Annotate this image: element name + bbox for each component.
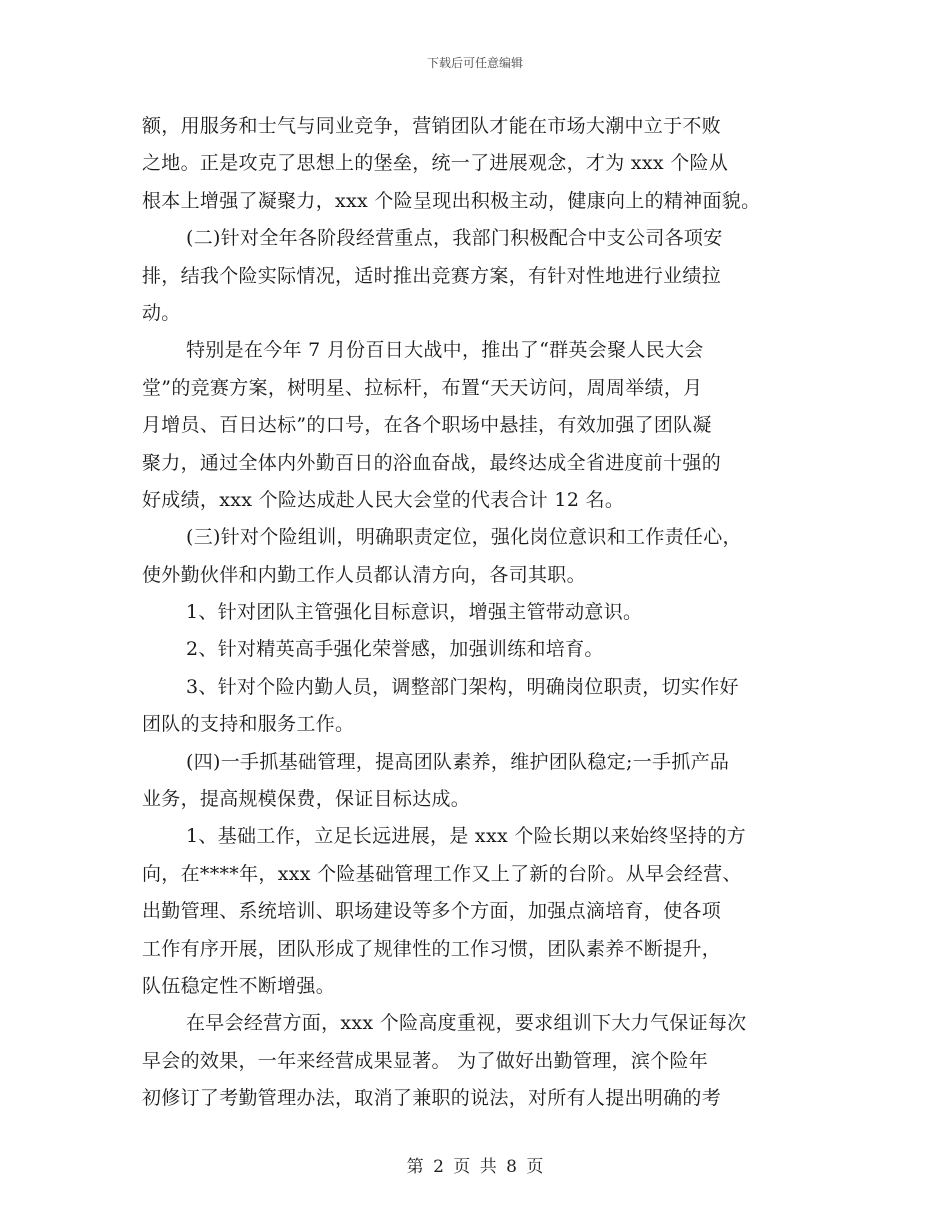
text-line: 工作有序开展，团队形成了规律性的工作习惯，团队素养不断提升， [142,937,722,960]
text-line: 初修订了考勤管理办法，取消了兼职的说法，对所有人提出明确的考 [142,1087,722,1110]
text-line: 向，在****年，xxx 个险基础管理工作又上了新的台阶。从早会经营、 [142,862,742,885]
text-line: 月增员、百日达标”的口号，在各个职场中悬挂，有效加强了团队凝 [142,414,712,437]
page-header: 下载后可任意编辑 [426,56,523,70]
text-line: 在早会经营方面，xxx 个险高度重视，要求组训下大力气保证每次 [186,1012,747,1035]
text-line: 2、针对精英高手强化荣誉感，加强训练和培育。 [186,638,604,661]
text-line: (三)针对个险组训，明确职责定位，强化岗位意识和工作责任心， [186,526,742,549]
text-line: 好成绩，xxx 个险达成赴人民大会堂的代表合计 12 名。 [142,488,625,511]
text-line: 特别是在今年 7 月份百日大战中，推出了“群英会聚人民大会 [186,339,704,362]
text-line: 1、基础工作，立足长远进展，是 xxx 个险长期以来始终坚持的方 [186,825,746,848]
text-line: (四)一手抓基础管理，提高团队素养，维护团队稳定;一手抓产品 [186,750,730,773]
text-line: 根本上增强了凝聚力，xxx 个险呈现出积极主动，健康向上的精神面貌。 [142,189,761,212]
text-line: 聚力，通过全体内外勤百日的浴血奋战，最终达成全省进度前十强的 [142,451,722,474]
text-line: 出勤管理、系统培训、职场建设等多个方面，加强点滴培育，使各项 [142,900,722,923]
document-body [142,108,822,1118]
text-line: 堂”的竞赛方案，树明星、拉标杆，布置“天天访问，周周举绩，月 [142,376,703,399]
text-line: 排，结我个险实际情况，适时推出竞赛方案，有针对性地进行业绩拉 [142,264,722,287]
text-line: 之地。正是攻克了思想上的堡垒，统一了进展观念，才为 xxx 个险从 [142,152,729,175]
text-line: 团队的支持和服务工作。 [142,713,355,736]
text-line: 使外勤伙伴和内勤工作人员都认清方向，各司其职。 [142,563,586,586]
text-line: (二)针对全年各阶段经营重点，我部门积极配合中支公司各项安 [186,227,723,250]
page-number: 第 2 页 共 8 页 [406,1157,544,1177]
text-line: 业务，提高规模保费，保证目标达成。 [142,788,471,811]
text-line: 3、针对个险内勤人员，调整部门架构，明确岗位职责，切实作好 [186,675,739,698]
text-line: 动。 [142,301,181,324]
text-line: 1、针对团队主管强化目标意识，增强主管带动意识。 [186,601,643,624]
text-line: 早会的效果，一年来经营成果显著。 为了做好出勤管理，滨个险年 [142,1049,709,1072]
text-line: 队伍稳定性不断增强。 [142,974,336,997]
text-line: 额，用服务和士气与同业竞争，营销团队才能在市场大潮中立于不败 [142,115,722,137]
